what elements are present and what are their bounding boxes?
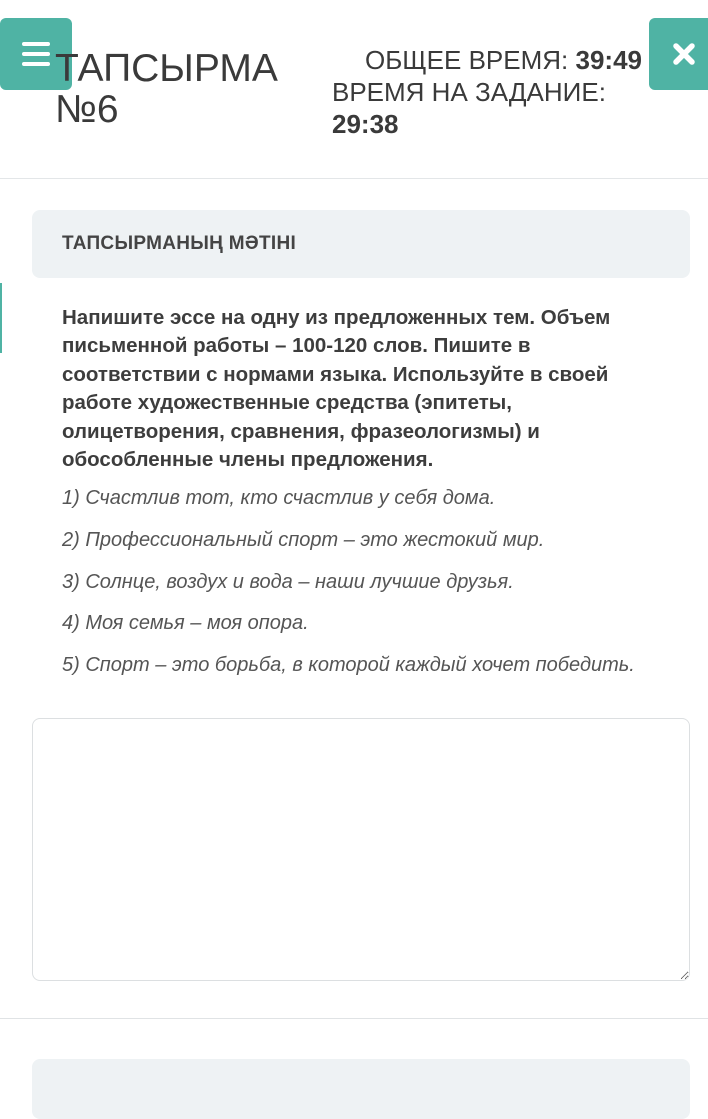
topic-item: 5) Спорт – это борьба, в которой каждый хочет победить.: [62, 653, 635, 676]
section-divider: [0, 1018, 708, 1019]
topic-item: 3) Солнце, воздух и вода – наши лучшие друзья.: [62, 570, 514, 593]
task-time: [332, 76, 642, 140]
topic-item: 2) Профессиональный спорт – это жестокий мир.: [62, 529, 545, 552]
side-progress-marker: [0, 283, 2, 353]
close-icon: [673, 43, 695, 65]
task-text-heading: ТАПСЫРМАНЫҢ МӘТІНІ: [62, 233, 297, 254]
total-time: [332, 44, 642, 76]
close-button[interactable]: [649, 18, 708, 90]
page-title: ТАПСЫРМА №6: [55, 47, 278, 131]
topic-item: 4) Моя семья – моя опора.: [62, 612, 309, 635]
timers: [332, 44, 642, 140]
topic-item: 1) Счастлив тот, кто счастлив у себя дома.: [62, 487, 496, 510]
task-time-value: 29:38: [332, 109, 399, 139]
page-header: [0, 0, 708, 179]
total-time-label: ОБЩЕЕ ВРЕМЯ:: [365, 45, 569, 75]
task-text-header: [32, 210, 690, 278]
task-time-label: ВРЕМЯ НА ЗАДАНИЕ:: [332, 77, 606, 107]
essay-answer-textarea[interactable]: [32, 718, 690, 981]
task-body: [62, 304, 662, 694]
total-time-value: 39:49: [575, 45, 642, 75]
next-section-header: [32, 1059, 690, 1119]
task-instructions: Напишите эссе на одну из предложенных тем. Объем письменной работы – 100-120 слов. Пишите в соответствии с нормами языка. Используйте в своей работе художественные средства (эпитеты, олицетворения, сравнения, фразеологизмы) и обособленные члены предложения.: [62, 306, 611, 472]
